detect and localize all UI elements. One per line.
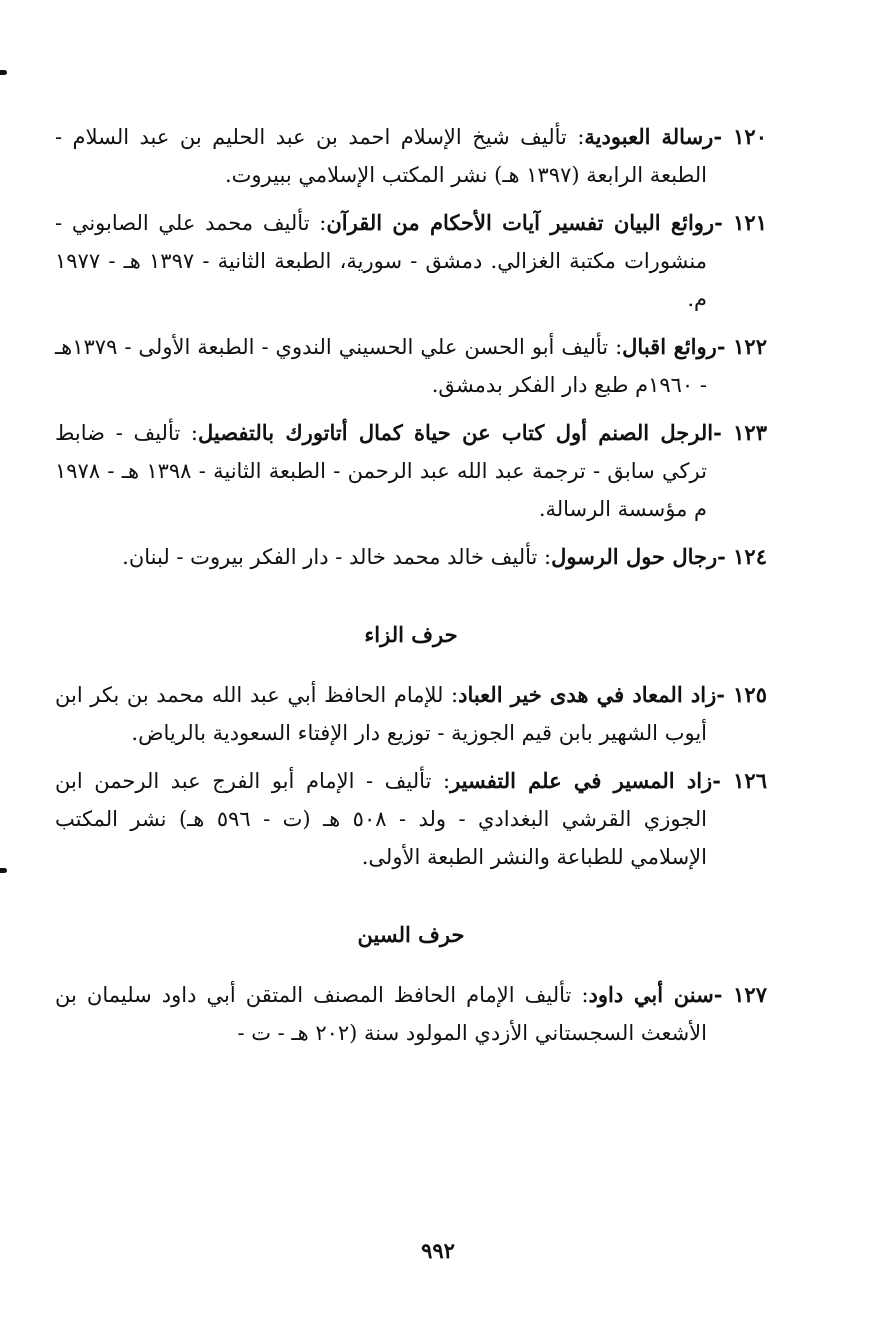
entry-body: تأليف الإمام الحافظ المصنف المتقن أبي داود سليمان بن الأشعث السجستاني الأزدي المولود سنة (٢٠٢ هـ - ت - — [55, 983, 707, 1045]
entry-separator: : — [571, 983, 589, 1007]
entry-body: تأليف - ضابط تركي سابق - ترجمة عبد الله عبد الرحمن - الطبعة الثانية - ١٣٩٨ هـ - ١٩٧٨ م مؤسسة الرسالة. — [55, 421, 707, 521]
entry-number: ١٢٤ - — [717, 544, 767, 569]
entry-body: تأليف - الإمام أبو الفرج عبد الرحمن ابن الجوزي القرشي البغدادي - ولد - ٥٠٨ هـ (ت - ٥٩٦ هـ) نشر المكتب الإسلامي للطباعة والنشر الطبعة الأولى. — [55, 769, 707, 869]
entry-title: زاد المسير في علم التفسير — [450, 768, 713, 793]
entry-separator: : — [608, 335, 623, 359]
bibliography-entry — [55, 414, 767, 528]
entry-number: ١٢٥ - — [716, 682, 767, 707]
entry-body: تأليف شيخ الإسلام احمد بن عبد الحليم بن عبد السلام - الطبعة الرابعة (١٣٩٧ هـ) نشر المكتب الإسلامي ببيروت. — [55, 125, 707, 187]
bibliography-entry — [55, 676, 767, 752]
entry-title: رجال حول الرسول — [551, 544, 718, 569]
section-heading-zay: حرف الزاء — [364, 622, 458, 647]
bibliography-entry — [55, 976, 767, 1052]
entry-number: ١٢٧ - — [713, 982, 767, 1007]
entry-separator: : — [537, 545, 552, 569]
entry-body: للإمام الحافظ أبي عبد الله محمد بن بكر ابن أيوب الشهير بابن قيم الجوزية - توزيع دار الإفتاء السعودية بالرياض. — [55, 683, 707, 745]
entry-number: ١٢٢ - — [716, 334, 767, 359]
entry-title: زاد المعاد في هدى خير العباد — [458, 682, 717, 707]
bibliography-entry — [55, 118, 767, 194]
entry-title: رسالة العبودية — [584, 124, 714, 149]
page-number: ٩٩٢ — [421, 1238, 455, 1263]
entry-separator: : — [309, 211, 327, 235]
entry-number: ١٢٦ - — [712, 768, 767, 793]
entry-title: سنن أبي داود — [588, 982, 714, 1007]
entry-number: ١٢١ - — [714, 210, 767, 235]
bibliography-entry — [55, 204, 767, 318]
entry-title: روائع البيان تفسير آيات الأحكام من القرآن — [326, 210, 715, 235]
entry-number: ١٢٣ - — [713, 420, 767, 445]
entry-separator: : — [180, 421, 198, 445]
entry-separator: : — [443, 683, 459, 707]
bibliography-entry — [55, 328, 767, 404]
section-heading-seen: حرف السين — [357, 922, 465, 947]
scan-edge-mark — [0, 868, 7, 873]
bibliography-entry — [55, 538, 767, 576]
bibliography-text — [55, 118, 767, 1062]
entry-body: تأليف أبو الحسن علي الحسيني الندوي - الطبعة الأولى - ١٣٧٩هـ - ١٩٦٠م طبع دار الفكر بدمشق. — [55, 335, 707, 397]
entry-separator: : — [566, 125, 585, 149]
entry-title: الرجل الصنم أول كتاب عن حياة كمال أتاتورك بالتفصيل — [197, 420, 714, 445]
scan-edge-mark — [0, 70, 7, 75]
entry-number: ١٢٠ - — [713, 124, 767, 149]
bibliography-entry — [55, 762, 767, 876]
entry-title: روائع اقبال — [622, 334, 717, 359]
entry-body: تأليف خالد محمد خالد - دار الفكر بيروت - لبنان. — [122, 545, 538, 569]
entry-body: تأليف محمد علي الصابوني - منشورات مكتبة الغزالي. دمشق - سورية، الطبعة الثانية - ١٣٩٧ هـ - ١٩٧٧ م. — [55, 211, 707, 311]
entry-separator: : — [431, 769, 451, 793]
